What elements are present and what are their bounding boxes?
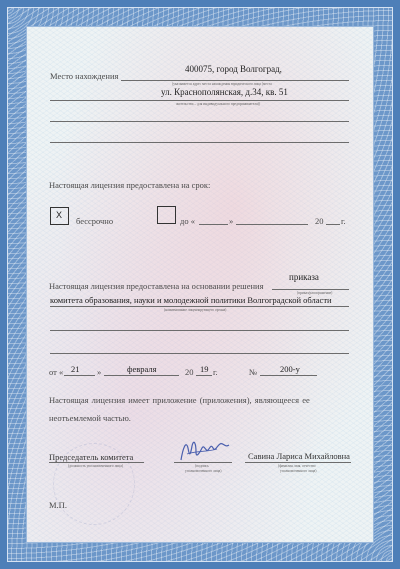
- position-caption: (должность уполномоченного лица): [68, 464, 124, 468]
- decision-year-line: [196, 375, 212, 376]
- signatory-name: Савина Лариса Михайловна: [248, 451, 350, 461]
- decision-month-line: [104, 375, 179, 376]
- decision-number-line: [260, 375, 317, 376]
- location-line-1: [121, 80, 349, 81]
- order-type: приказа: [289, 272, 319, 282]
- appendix-line-1: Настоящая лицензия имеет приложение (приложения), являющееся ее: [49, 395, 310, 405]
- term-until-checkbox: [157, 206, 176, 224]
- signature-caption-1: (подпись: [195, 464, 209, 468]
- location-value-2: ул. Краснополянская, д.34, кв. 51: [161, 87, 288, 97]
- authority-caption: (наименование лицензирующего органа): [164, 308, 227, 312]
- location-caption-2: жительства – для индивидуального предпринимателя)): [176, 102, 261, 106]
- blank-line-3: [50, 330, 349, 331]
- decision-year: 19: [200, 364, 209, 374]
- signature-caption-2: уполномоченного лица): [185, 469, 222, 473]
- until-month-line: [236, 224, 308, 225]
- location-caption-1: (указывается адрес места нахождения юридического лица (места: [172, 82, 272, 86]
- until-year-line: [326, 224, 340, 225]
- order-caption: (приказ/распоряжение): [297, 291, 333, 295]
- appendix-line-2: неотъемлемой частью.: [49, 413, 131, 423]
- signature-line: [174, 462, 232, 463]
- order-type-line: [272, 289, 349, 290]
- number-prefix: №: [249, 367, 258, 377]
- blank-line-2: [50, 142, 349, 143]
- location-value-1: 400075, город Волгоград,: [185, 64, 282, 74]
- decision-day: 21: [71, 364, 80, 374]
- year-suffix: г.: [213, 367, 218, 377]
- blank-line-4: [50, 353, 349, 354]
- stamp-label: М.П.: [49, 500, 67, 510]
- authority-name: комитета образования, науки и молодежной политики Волгоградской области: [50, 295, 332, 305]
- location-label: Место нахождения: [50, 71, 119, 81]
- until-year-prefix: 20: [315, 216, 324, 226]
- indefinite-mark: X: [56, 210, 63, 220]
- until-day-close: »: [229, 216, 234, 226]
- name-line: [245, 462, 351, 463]
- name-caption-2: уполномоченного лица): [280, 469, 317, 473]
- from-prefix: от «: [49, 367, 64, 377]
- authority-line: [50, 306, 349, 307]
- year-prefix: 20: [185, 367, 194, 377]
- until-prefix: до «: [180, 216, 195, 226]
- name-caption-1: (фамилия, имя, отчество: [278, 464, 316, 468]
- decision-day-line: [64, 375, 95, 376]
- decision-month: февраля: [127, 364, 157, 374]
- until-year-suffix: г.: [341, 216, 346, 226]
- indefinite-label: бессрочно: [76, 216, 114, 226]
- position-line: [49, 462, 144, 463]
- basis-label: Настоящая лицензия предоставлена на основании решения: [49, 281, 264, 291]
- decision-number: 200-у: [280, 364, 300, 374]
- signatory-position: Председатель комитета: [49, 452, 134, 462]
- day-close: »: [97, 367, 102, 377]
- term-label: Настоящая лицензия предоставлена на срок:: [49, 180, 211, 190]
- until-day-line: [199, 224, 228, 225]
- blank-line-1: [50, 121, 349, 122]
- location-line-2: [50, 100, 349, 101]
- indefinite-checkbox: [50, 207, 69, 225]
